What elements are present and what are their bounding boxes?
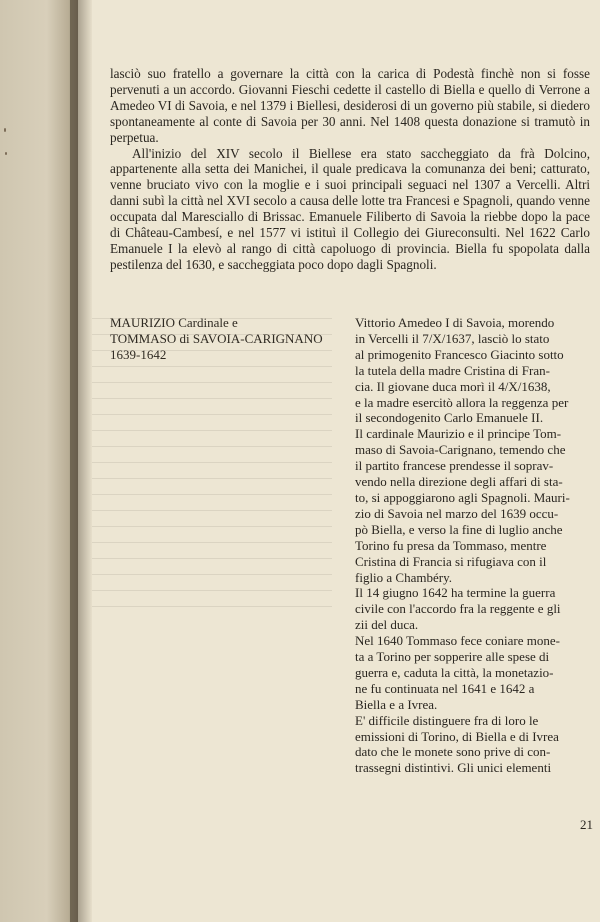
show-through-text — [92, 318, 332, 618]
text-line: to, si appoggiarono agli Spagnoli. Mauri- — [355, 489, 570, 505]
text-line: al primogenito Francesco Giacinto sotto — [355, 346, 564, 362]
text-line: Nel 1640 Tommaso fece coniare mone- — [355, 633, 560, 649]
section-heading — [110, 315, 330, 363]
text-line: maso di Savoia-Carignano, temendo che — [355, 442, 566, 458]
gutter-shadow — [70, 0, 92, 922]
text-line: la tutela della madre Cristina di Fran- — [355, 362, 550, 378]
text-line: zio di Savoia nel marzo del 1639 occu- — [355, 505, 559, 521]
text-line: vendo nella direzione degli affari di sta- — [355, 474, 563, 490]
heading-line-1: MAURIZIO Cardinale e — [110, 315, 238, 330]
text-line: civile con l'accordo fra la reggente e gli — [355, 601, 561, 617]
text-line: Vittorio Amedeo I di Savoia, morendo — [355, 315, 555, 330]
text-line: e la madre esercitò allora la reggenza per — [355, 394, 569, 410]
text-line: il partito francese prendesse il soprav- — [355, 458, 554, 474]
text-line: guerra e, caduta la città, la monetazio- — [355, 664, 554, 680]
upper-text — [110, 66, 590, 273]
text-line: zii del duca. — [355, 617, 419, 633]
paper-speck — [4, 128, 6, 132]
text-line: Biella e a Ivrea. — [355, 696, 438, 712]
heading-dates: 1639-1642 — [110, 346, 167, 362]
right-column-text — [355, 315, 600, 776]
text-line: in Vercelli il 7/X/1637, lasciò lo stato — [355, 330, 550, 346]
heading-line-2: TOMMASO di SAVOIA-CARIGNANO — [110, 330, 323, 346]
text-line: pò Biella, e verso la fine di luglio anche — [355, 521, 563, 537]
text-line: Cristina di Francia si rifugiava con il — [355, 553, 547, 569]
text-line: Torino fu presa da Tommaso, mentre — [355, 537, 547, 553]
book-gutter — [0, 0, 78, 922]
text-line: E' difficile distinguere fra di loro le — [355, 712, 539, 728]
text-line: il secondogenito Carlo Emanuele II. — [355, 410, 544, 426]
text-line: dato che le monete sono prive di con- — [355, 744, 551, 760]
text-line: cia. Il giovane duca morì il 4/X/1638, — [355, 378, 551, 394]
text-line: ne fu continuata nel 1641 e 1642 a — [355, 680, 535, 696]
paper-speck — [5, 152, 7, 155]
text-line: trassegni distintivi. Gli unici elementi — [355, 760, 552, 776]
book-page — [92, 0, 600, 922]
text-line: Il cardinale Maurizio e il principe Tom- — [355, 426, 562, 442]
text-line: figlio a Chambéry. — [355, 569, 452, 585]
page-number: 21 — [580, 817, 593, 832]
text-line: emissioni di Torino, di Biella e di Ivrea — [355, 728, 559, 744]
paragraph-2: All'inizio del XIV secolo il Biellese era stato saccheggiato da frà Dolcino, appartenente alla setta dei Manichei, il quale predicava la comunanza dei beni; catturato, venne bruciato vivo con la moglie e i suoi principali seguaci nel 1307 a Vercelli. Altri danni subì la città nel XVI secolo a causa delle lotte tra Francesi e Spagnoli, quando venne occupata dal Maresciallo di Brissac. Emanuele Filiberto di Savoia la riebbe dopo la pace di Château-Cambesí, e nel 1577 vi istituì il Collegio dei Giureconsulti. Nel 1622 Carlo Emanuele I la elevò al rango di città capoluogo di provincia. Biella fu spopolata dalla pestilenza del 1630, e saccheggiata poco dopo dagli Spagnoli. — [110, 145, 591, 272]
text-line: Il 14 giugno 1642 ha termine la guerra — [355, 585, 556, 601]
paragraph-1: lasciò suo fratello a governare la città con la carica di Podestà finchè non si fosse pervenuti a un accordo. Giovanni Fieschi cedette il castello di Biella e quello di Verrone a Amedeo VI di Savoia, e nel 1379 i Biellesi, desiderosi di un governo più stabile, si diedero spontaneamente al conte di Savoia per 30 anni. Nel 1408 questa donazione si tramutò in perpetua. — [110, 66, 591, 145]
text-line: ta a Torino per sopperire alle spese di — [355, 649, 550, 665]
